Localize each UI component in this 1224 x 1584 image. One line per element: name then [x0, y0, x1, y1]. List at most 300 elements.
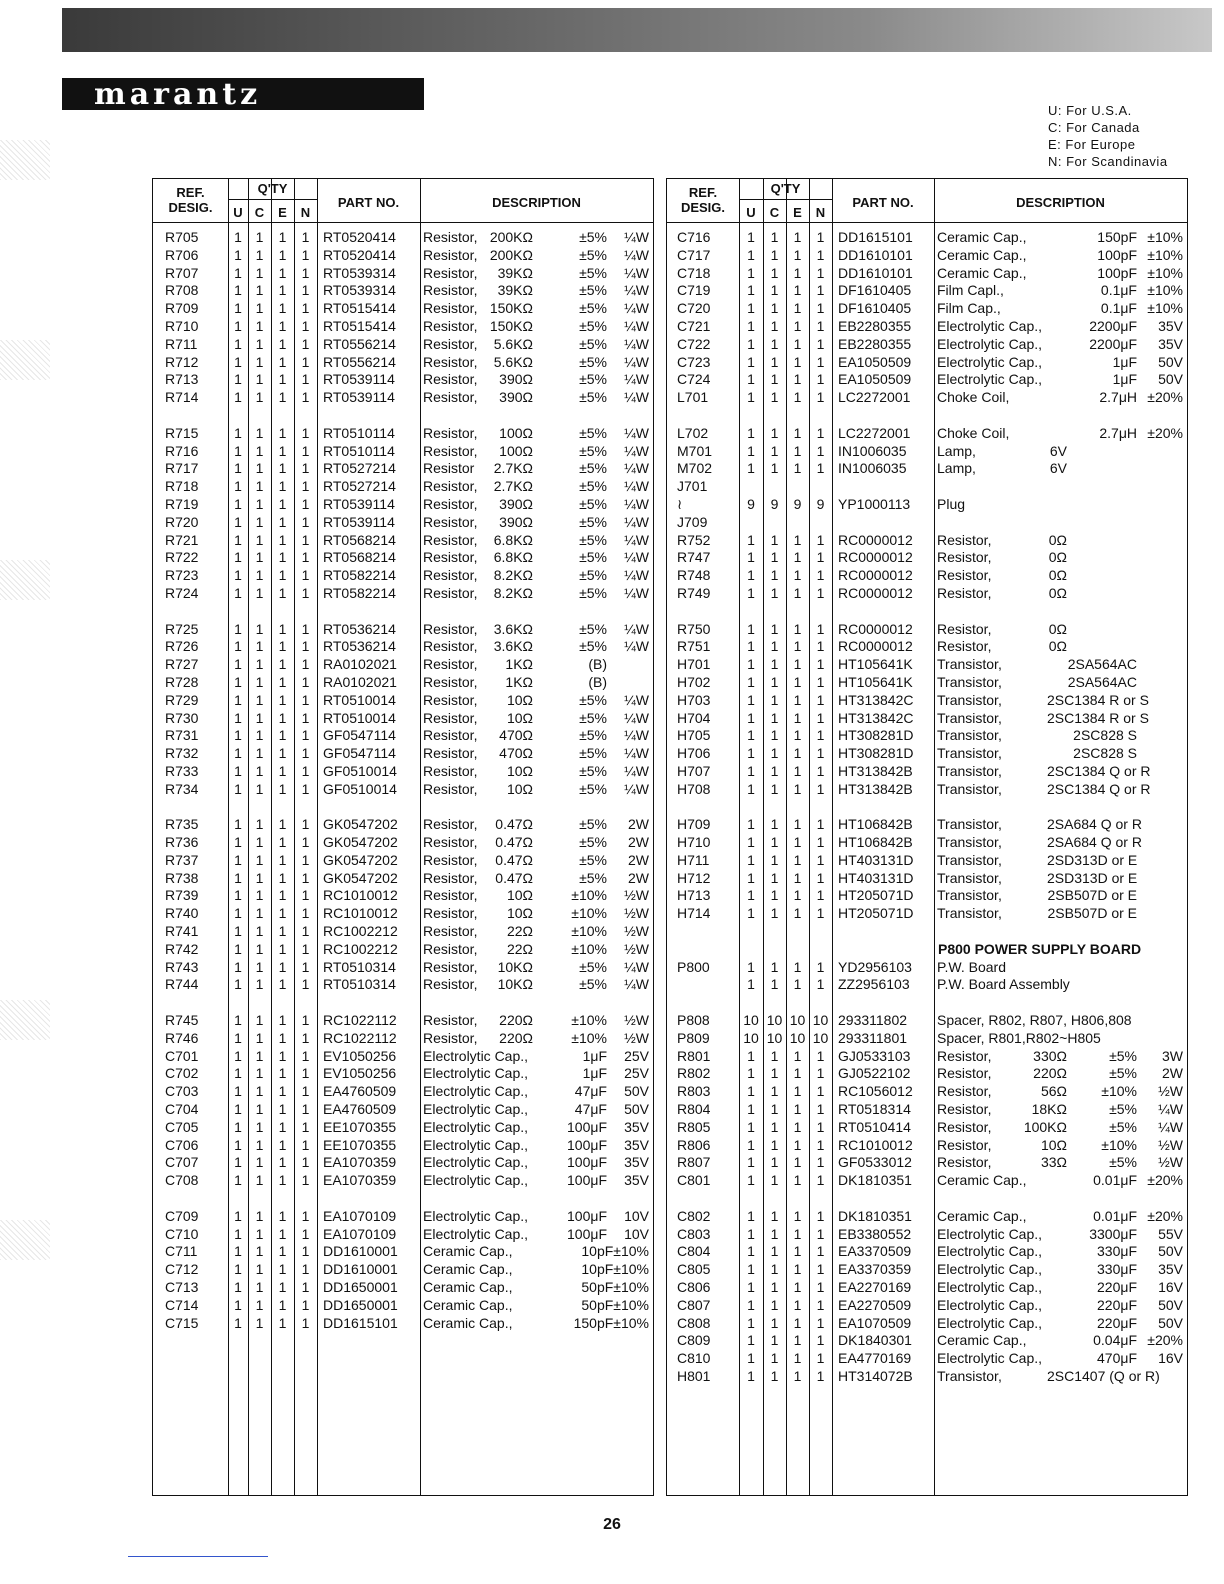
- description-cell: Resistor,: [937, 1047, 992, 1064]
- table-row: [667, 941, 1187, 959]
- qty-cell: 1: [770, 1243, 779, 1260]
- qty-cell: 1: [255, 549, 264, 566]
- rating-cell: ±10%: [571, 1029, 607, 1046]
- table-row: [153, 959, 653, 977]
- rating-cell: 2SC1384 Q or R: [1047, 780, 1151, 797]
- part-no-cell: RT0539314: [323, 282, 396, 299]
- value-cell: 3.6KΩ: [493, 620, 533, 637]
- ref-cell: M702: [677, 460, 713, 477]
- qty-cell: 1: [747, 958, 755, 975]
- qty-cell: 1: [747, 1332, 755, 1349]
- qty-cell: 1: [234, 834, 242, 851]
- row-spacer: [153, 994, 653, 1012]
- rating-cell: 100μF: [567, 1225, 607, 1242]
- table-row: [153, 1279, 653, 1297]
- rating-cell: 100pF: [1097, 264, 1137, 281]
- qty-cell: 1: [255, 1065, 264, 1082]
- table-row: [667, 1368, 1187, 1386]
- qty-cell: 1: [234, 1029, 242, 1046]
- ref-cell: C711: [165, 1243, 198, 1260]
- spec-cell: ½W: [624, 887, 649, 904]
- description-cell: Electrolytic Cap.,: [423, 1207, 529, 1224]
- ref-cell: R752: [677, 531, 711, 548]
- header-rule: [667, 222, 1187, 223]
- description-cell: Resistor,: [423, 371, 478, 388]
- ref-cell: R721: [165, 531, 199, 548]
- rating-cell: (B): [588, 673, 607, 690]
- qty-cell: 1: [234, 887, 242, 904]
- qty-cell: 1: [747, 1136, 755, 1153]
- spec-cell: ¼W: [624, 638, 649, 655]
- rating-cell: 2SC1384 R or S: [1047, 691, 1149, 708]
- rating-cell: 1μF: [1112, 353, 1137, 370]
- value-cell: 0.47Ω: [495, 816, 533, 833]
- part-no-cell: RT0556214: [323, 335, 396, 352]
- qty-cell: 1: [278, 1101, 287, 1118]
- rating-cell: ±5%: [579, 442, 607, 459]
- rating-cell: ±5%: [1109, 1154, 1137, 1171]
- qty-cell: 1: [301, 958, 310, 975]
- qty-cell: 1: [816, 673, 825, 690]
- table-row: [153, 1315, 653, 1333]
- spec-cell: ¼W: [624, 317, 649, 334]
- qty-cell: 1: [301, 727, 310, 744]
- qty-cell: 1: [747, 282, 755, 299]
- spec-cell: ¼W: [1158, 1118, 1183, 1135]
- table-row: [667, 371, 1187, 389]
- qty-cell: 1: [255, 584, 264, 601]
- qty-cell: 1: [793, 656, 802, 673]
- qty-cell: 1: [234, 673, 242, 690]
- qty-cell: 1: [816, 1243, 825, 1260]
- part-no-cell: DD1610101: [838, 264, 913, 281]
- ref-cell: H705: [677, 727, 711, 744]
- description-cell: Resistor,: [423, 584, 478, 601]
- rating-cell: 220μF: [1097, 1279, 1137, 1296]
- table-row: [667, 745, 1187, 763]
- ref-cell: R713: [165, 371, 199, 388]
- part-no-cell: RT0536214: [323, 638, 396, 655]
- qty-cell: 1: [747, 1154, 755, 1171]
- part-no-cell: EA1070359: [323, 1154, 397, 1171]
- part-no-cell: EA3370509: [838, 1243, 912, 1260]
- qty-cell: 1: [278, 584, 287, 601]
- rating-cell: ±5%: [579, 353, 607, 370]
- ref-cell: C810: [677, 1350, 711, 1367]
- row-spacer: [153, 603, 653, 621]
- qty-cell: 1: [301, 620, 310, 637]
- value-cell: 0.47Ω: [495, 851, 533, 868]
- qty-cell: 1: [747, 371, 755, 388]
- qty-cell: 1: [793, 1261, 802, 1278]
- qty-cell: 1: [234, 264, 242, 281]
- value-cell: 390Ω: [499, 513, 533, 530]
- table-row: [153, 923, 653, 941]
- value-cell: 5.6KΩ: [493, 335, 533, 352]
- rating-cell: 2200μF: [1089, 335, 1137, 352]
- table-row: [667, 905, 1187, 923]
- qty-cell: 1: [816, 317, 825, 334]
- qty-cell: 1: [234, 780, 242, 797]
- qty-cell: 1: [234, 869, 242, 886]
- table-row: [153, 1261, 653, 1279]
- qty-cell: 1: [747, 1368, 755, 1384]
- table-row: [153, 514, 653, 532]
- qty-cell: 1: [793, 1047, 802, 1064]
- ref-cell: R729: [165, 691, 199, 708]
- qty-cell: 1: [816, 1261, 825, 1278]
- value-cell: 470Ω: [499, 727, 533, 744]
- qty-cell: 1: [816, 869, 825, 886]
- qty-cell: 1: [278, 1296, 287, 1313]
- rating-cell: ±5%: [579, 317, 607, 334]
- qty-cell: 1: [816, 1154, 825, 1171]
- spec-cell: ¼W: [624, 495, 649, 512]
- description-cell: Transistor,: [937, 851, 1002, 868]
- value-cell: 2.7KΩ: [493, 460, 533, 477]
- row-spacer: [667, 603, 1187, 621]
- table-row: [667, 674, 1187, 692]
- part-no-cell: HT205071D: [838, 905, 914, 922]
- spec-cell: 3W: [1162, 1047, 1183, 1064]
- table-row: [667, 585, 1187, 603]
- spec-cell: ±20%: [1147, 1332, 1183, 1349]
- scan-artifact: [0, 1220, 50, 1260]
- ref-cell: C703: [165, 1083, 199, 1100]
- rating-cell: ±5%: [579, 638, 607, 655]
- legend-item: E: For Europe: [1048, 137, 1136, 152]
- rating-cell: 2.7μH: [1099, 389, 1137, 406]
- ref-cell: R750: [677, 620, 711, 637]
- ref-cell: R806: [677, 1136, 711, 1153]
- qty-cell: 1: [301, 317, 310, 334]
- section-title: P800 POWER SUPPLY BOARD: [938, 940, 1142, 957]
- qty-cell: 1: [278, 1314, 287, 1331]
- qty-cell: 1: [770, 353, 779, 370]
- table-row: [667, 1208, 1187, 1226]
- qty-cell: 1: [301, 1083, 310, 1100]
- qty-cell: 1: [793, 1172, 802, 1189]
- part-no-cell: RC0000012: [838, 531, 913, 548]
- qty-cell: 1: [816, 887, 825, 904]
- rating-cell: ±5%: [579, 976, 607, 993]
- description-cell: Resistor,: [423, 905, 478, 922]
- qty-cell: 1: [255, 869, 264, 886]
- rating-cell: 100μF: [567, 1136, 607, 1153]
- part-no-cell: HT314072B: [838, 1368, 913, 1384]
- rating-cell: 330μF: [1097, 1261, 1137, 1278]
- qty-cell: 1: [770, 1083, 779, 1100]
- qty-cell: 1: [793, 780, 802, 797]
- table-row: [153, 621, 653, 639]
- part-no-cell: RT0515414: [323, 300, 396, 317]
- description-cell: Resistor,: [423, 923, 478, 940]
- qty-cell: 1: [278, 460, 287, 477]
- qty-cell: 1: [301, 531, 310, 548]
- qty-cell: 1: [278, 709, 287, 726]
- spec-cell: ¼W: [624, 709, 649, 726]
- qty-cell: 1: [278, 923, 287, 940]
- qty-cell: 1: [301, 745, 310, 762]
- table-row: [667, 514, 1187, 532]
- qty-cell: 1: [793, 567, 802, 584]
- value-cell: 22Ω: [506, 940, 533, 957]
- qty-cell: 1: [234, 317, 242, 334]
- qty-cell: 1: [301, 1261, 310, 1278]
- qty-cell: 1: [747, 762, 755, 779]
- qty-cell: 1: [278, 656, 287, 673]
- row-spacer: [667, 994, 1187, 1012]
- description-cell: Electrolytic Cap.,: [423, 1065, 529, 1082]
- qty-cell: 1: [816, 745, 825, 762]
- qty-cell: 1: [255, 495, 264, 512]
- table-row: [153, 1083, 653, 1101]
- qty-cell: 1: [301, 424, 310, 441]
- ref-cell: R738: [165, 869, 199, 886]
- ref-cell: C710: [165, 1225, 199, 1242]
- table-row: [667, 816, 1187, 834]
- rating-cell: 100μF: [567, 1172, 607, 1189]
- ref-cell: R717: [165, 460, 199, 477]
- spec-cell: 2W: [628, 851, 649, 868]
- part-no-cell: EA1070359: [323, 1172, 397, 1189]
- description-cell: Resistor,: [423, 709, 478, 726]
- qty-cell: 1: [234, 851, 242, 868]
- rating-cell: 470μF: [1097, 1350, 1137, 1367]
- description-cell: Transistor,: [937, 869, 1002, 886]
- description-cell: Resistor,: [423, 442, 478, 459]
- qty-cell: 1: [278, 424, 287, 441]
- description-cell: Electrolytic Cap.,: [423, 1225, 529, 1242]
- qty-cell: 1: [770, 1154, 779, 1171]
- table-row: [153, 1101, 653, 1119]
- table-row: [667, 638, 1187, 656]
- spec-cell: ½W: [1158, 1136, 1183, 1153]
- rating-cell: ±10%: [1101, 1083, 1137, 1100]
- rating-cell: 2SA564AC: [1067, 673, 1137, 690]
- qty-cell: 1: [816, 424, 825, 441]
- rating-cell: ±5%: [579, 620, 607, 637]
- spec-cell: ¼W: [624, 460, 649, 477]
- qty-cell: 1: [234, 478, 242, 495]
- table-row: [153, 300, 653, 318]
- spec-cell: 150pF±10%: [573, 1314, 649, 1331]
- ref-cell: R710: [165, 317, 199, 334]
- rating-cell: ±10%: [571, 1012, 607, 1029]
- qty-cell: 1: [770, 1101, 779, 1118]
- qty-cell: 1: [278, 1047, 287, 1064]
- part-no-cell: 293311801: [838, 1029, 908, 1046]
- table-row: [153, 1030, 653, 1048]
- qty-cell: 1: [793, 282, 802, 299]
- qty-cell: 1: [255, 1279, 264, 1296]
- qty-cell: 1: [816, 300, 825, 317]
- spec-cell: 10pF±10%: [581, 1243, 649, 1260]
- rating-cell: ±10%: [571, 940, 607, 957]
- rating-cell: ±5%: [579, 584, 607, 601]
- table-row: [153, 425, 653, 443]
- ref-cell: C802: [677, 1207, 711, 1224]
- ref-cell: R745: [165, 1012, 199, 1029]
- qty-cell: 1: [816, 976, 825, 993]
- description-cell: Transistor,: [937, 834, 1002, 851]
- spec-cell: ¼W: [624, 727, 649, 744]
- ref-cell: C807: [677, 1296, 711, 1313]
- qty-cell: 1: [255, 816, 264, 833]
- qty-cell: 1: [278, 513, 287, 530]
- qty-cell: 1: [793, 1368, 802, 1384]
- scan-artifact: [0, 560, 50, 600]
- qty-cell: 1: [278, 1065, 287, 1082]
- spec-cell: ¼W: [624, 246, 649, 263]
- ref-cell: R749: [677, 584, 711, 601]
- rating-cell: 2200μF: [1089, 317, 1137, 334]
- qty-cell: 1: [234, 584, 242, 601]
- qty-cell: 1: [770, 816, 779, 833]
- description-cell: Resistor,: [423, 424, 478, 441]
- table-row: [153, 941, 653, 959]
- spec-cell: ±10%: [1147, 229, 1183, 245]
- spec-cell: ¼W: [624, 335, 649, 352]
- spec-cell: 50V: [1158, 1296, 1183, 1313]
- ref-cell: R723: [165, 567, 199, 584]
- spec-cell: ¼W: [624, 513, 649, 530]
- table-row: [153, 247, 653, 265]
- table-row: [153, 1172, 653, 1190]
- spec-cell: 50V: [1158, 371, 1183, 388]
- spec-cell: ¼W: [624, 549, 649, 566]
- qty-cell: 1: [747, 229, 755, 245]
- ref-cell: H801: [677, 1368, 711, 1384]
- rating-cell: 1μF: [1112, 371, 1137, 388]
- qty-cell: 1: [234, 923, 242, 940]
- rating-cell: ±5%: [579, 371, 607, 388]
- spec-cell: ¼W: [624, 780, 649, 797]
- qty-cell: 1: [278, 1261, 287, 1278]
- table-row: [667, 1012, 1187, 1030]
- qty-cell: 1: [255, 1243, 264, 1260]
- spec-cell: ¼W: [624, 282, 649, 299]
- qty-cell: 1: [278, 282, 287, 299]
- part-no-cell: RC0000012: [838, 549, 913, 566]
- ref-cell: R751: [677, 638, 711, 655]
- part-no-cell: GK0547202: [323, 869, 398, 886]
- ref-cell: R748: [677, 567, 711, 584]
- part-no-cell: RA0102021: [323, 656, 397, 673]
- part-no-cell: HT205071D: [838, 887, 914, 904]
- table-row: [667, 1332, 1187, 1350]
- qty-cell: 1: [278, 531, 287, 548]
- table-row: [667, 549, 1187, 567]
- qty-cell: 1: [770, 1207, 779, 1224]
- description-cell: Electrolytic Cap.,: [423, 1136, 529, 1153]
- part-no-cell: HT313842C: [838, 691, 914, 708]
- part-no-cell: HT308281D: [838, 745, 914, 762]
- spec-cell: ½W: [624, 1012, 649, 1029]
- spec-cell: 50V: [1158, 1314, 1183, 1331]
- part-no-cell: RC1056012: [838, 1083, 913, 1100]
- qty-cell: 1: [770, 709, 779, 726]
- qty-cell: 1: [793, 549, 802, 566]
- qty-cell: 1: [816, 1136, 825, 1153]
- qty-cell: 1: [255, 353, 264, 370]
- qty-cell: 1: [278, 1136, 287, 1153]
- qty-cell: 1: [255, 1154, 264, 1171]
- description-cell: Resistor,: [423, 353, 478, 370]
- ref-cell: C720: [677, 300, 711, 317]
- row-spacer: [667, 799, 1187, 817]
- qty-cell: 1: [234, 940, 242, 957]
- part-no-cell: EA1070109: [323, 1207, 397, 1224]
- value-cell: 100Ω: [499, 424, 533, 441]
- table-row: [667, 229, 1187, 247]
- ref-cell: C718: [677, 264, 711, 281]
- ref-cell: C721: [677, 317, 711, 334]
- qty-cell: 1: [770, 584, 779, 601]
- qty-cell: 1: [816, 1118, 825, 1135]
- qty-cell: 1: [301, 389, 310, 406]
- qty-cell: 1: [793, 229, 802, 245]
- qty-cell: 1: [816, 371, 825, 388]
- qty-cell: 1: [278, 887, 287, 904]
- ref-cell: R735: [165, 816, 199, 833]
- rating-cell: ±10%: [571, 923, 607, 940]
- qty-cell: 1: [793, 1350, 802, 1367]
- value-cell: 10Ω: [506, 762, 533, 779]
- value-cell: 6V: [1049, 460, 1067, 477]
- value-cell: 10Ω: [506, 709, 533, 726]
- ref-cell: C706: [165, 1136, 199, 1153]
- spec-cell: 55V: [1158, 1225, 1183, 1242]
- description-cell: Ceramic Cap.,: [937, 1172, 1027, 1189]
- ref-desig-header: REF. DESIG.: [168, 185, 213, 215]
- description-cell: Resistor,: [423, 958, 478, 975]
- table-row: [667, 496, 1187, 514]
- description-cell: Lamp,: [937, 442, 976, 459]
- spec-cell: 50V: [624, 1083, 649, 1100]
- table-row: [667, 1350, 1187, 1368]
- qty-cell: 1: [816, 834, 825, 851]
- qty-cell: 9: [816, 495, 825, 512]
- qty-cell: 1: [301, 1243, 310, 1260]
- qty-cell: 1: [301, 923, 310, 940]
- rating-cell: 47μF: [574, 1101, 607, 1118]
- part-no-cell: GF0510014: [323, 780, 397, 797]
- qty-cell: 1: [234, 1243, 242, 1260]
- ref-cell: R802: [677, 1065, 711, 1082]
- qty-cell: 1: [770, 1368, 779, 1384]
- table-row: [153, 460, 653, 478]
- value-cell: 390Ω: [499, 495, 533, 512]
- qty-cell: 1: [278, 371, 287, 388]
- spec-cell: 50V: [1158, 1243, 1183, 1260]
- rating-cell: 220μF: [1097, 1296, 1137, 1313]
- table-row: [667, 976, 1187, 994]
- qty-cell: 1: [816, 1296, 825, 1313]
- ref-cell: R719: [165, 495, 199, 512]
- description-cell: Resistor,: [937, 1154, 992, 1171]
- description-cell: Ceramic Cap.,: [423, 1314, 513, 1331]
- description-cell: Resistor,: [937, 1118, 992, 1135]
- description-cell: P.W. Board: [937, 958, 1007, 975]
- table-row: [667, 710, 1187, 728]
- description-cell: Electrolytic Cap.,: [937, 353, 1043, 370]
- part-no-cell: DD1615101: [838, 229, 913, 245]
- qty-cell: 1: [301, 1047, 310, 1064]
- qty-cell: 1: [301, 264, 310, 281]
- value-cell: 6.8KΩ: [493, 549, 533, 566]
- description-cell: Resistor,: [423, 246, 478, 263]
